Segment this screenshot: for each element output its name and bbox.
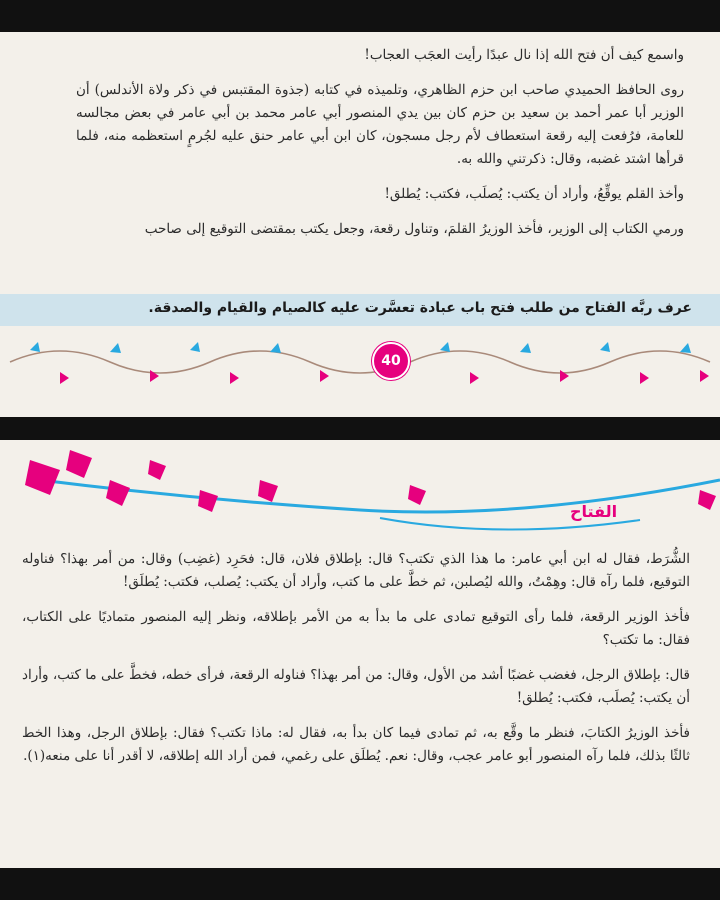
floral-vine-ornament xyxy=(0,330,720,390)
page-number-badge: 40 xyxy=(372,342,410,380)
paragraph: الشُّرَط، فقال له ابن أبي عامر: ما هذا الذي تكتب؟ قال: بإطلاق فلان، قال: فحَرِد (غضِب) وقال: من أمر بهذا؟ فناوله التوقيع، فلما رآه قال: وهِمْتُ، والله ليُصلبن، ثم خطَّ على ما كتب، وأراد أن يكتب: يُصلب، فكتب: يُطلَق! xyxy=(22,551,690,590)
banner-text: عرف ربَّه الفتاح من طلب فتح باب عبادة تعسَّرت عليه كالصيام والقيام والصدقة. xyxy=(148,300,692,316)
paragraph: قال: بإطلاق الرجل، فغضب غضبًا أشد من الأول، وقال: من أمر بهذا؟ فناوله الرقعة، فرأى خطه، فخطَّ على ما كتب، وأراد أن يكتب: يُصلَب، فكتب: يُطلق! xyxy=(22,667,690,706)
summary-banner xyxy=(0,294,720,326)
paragraph: واسمع كيف أن فتح الله إذا نال عبدًا رأيت العجَب العجاب! xyxy=(364,47,684,63)
chapter-title: الفتاح xyxy=(570,502,618,521)
top-page xyxy=(0,32,720,417)
paragraph: فأخذ الوزير الرقعة، فلما رأى التوقيع تمادى على ما بدأ به من الأمر بإطلاقه، ونظر إليه المنصور متماديًا على الكتاب، فقال: ما تكتب؟ xyxy=(22,609,690,648)
top-page-body xyxy=(76,44,684,253)
paragraph: فأخذ الوزيرُ الكتابَ، فنظر ما وقَّع به، ثم تمادى فيما كان بدأ به، فقال له: ماذا تكتب؟ فقال: بإطلاق الرجل، وهذا الخط ثالثًا بذلك، فلما رآه المنصور أبو عامر عجب، وقال: نعم. يُطلَق على رغمي، فمن أراد الله إطلاقه، لا أقدر أنا على منعه(١). xyxy=(22,725,690,764)
chapter-header-ornament xyxy=(0,440,720,540)
bottom-page-body xyxy=(22,548,690,780)
paragraph: روى الحافظ الحميدي صاحب ابن حزم الظاهري، وتلميذه في كتابه (جذوة المقتبس في ذكر ولاة الأندلس) أن الوزير أبا عمر أحمد بن سعيد بن حزم كان بين يدي المنصور أبي عامر محمد بن أبي عامر في بعض مجالسه للعامة، فرُفعت إليه رقعة استعطاف لأم رجل مسجون، كان ابن أبي عامر حنق عليه لجُرمٍ استعظمه منه، فلما قرأها اشتد غضبه، وقال: ذكرتني والله به. xyxy=(76,82,684,167)
paragraph: ورمي الكتاب إلى الوزير، فأخذ الوزيرُ القلمَ، وتناول رقعة، وجعل يكتب بمقتضى التوقيع إلى صاحب xyxy=(144,221,684,237)
bottom-page xyxy=(0,440,720,868)
paragraph: وأخذ القلم يوقِّعُ، وأراد أن يكتب: يُصلَب، فكتب: يُطلق! xyxy=(384,186,684,202)
